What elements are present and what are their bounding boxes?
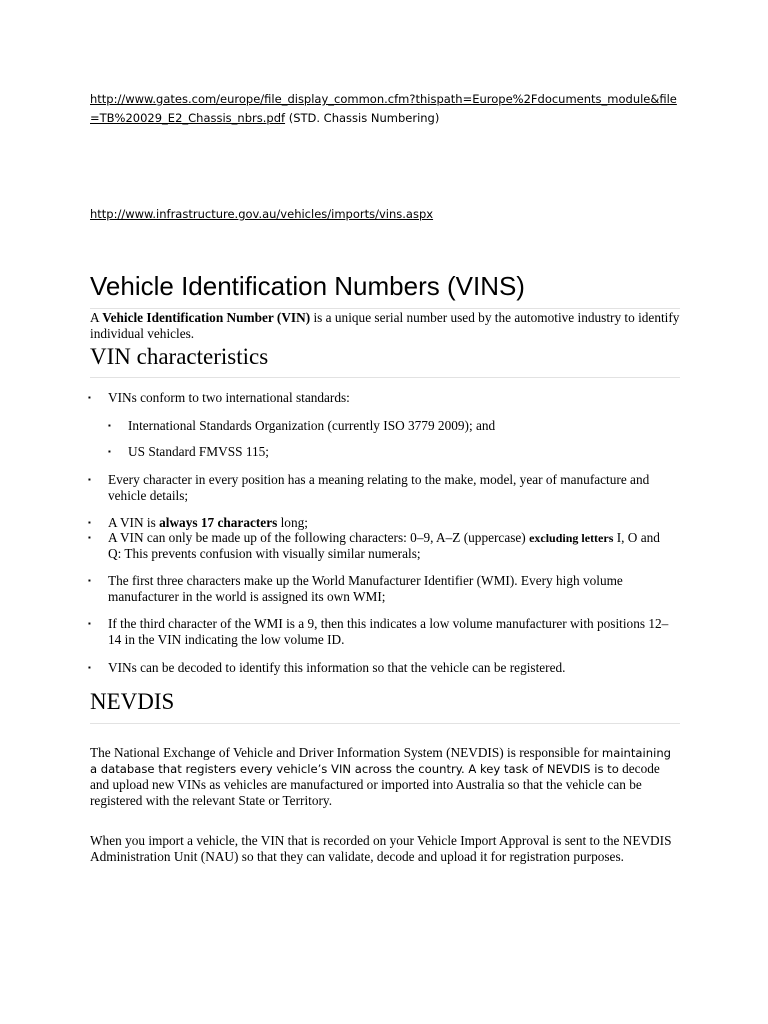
nevdis-p1-part3: decode and upload new VINs as vehicles are manufactured or imported into Australia so that the vehicle can be registered with the relevant State or Territory.	[90, 761, 660, 808]
list-item-text: US Standard FMVSS 115;	[128, 444, 269, 459]
nevdis-paragraph-2: When you import a vehicle, the VIN that is recorded on your Vehicle Import Approval is sent to the NEVDIS Administration Unit (NAU) so that they can validate, decode and upload it for registration purposes.	[90, 833, 672, 864]
link-note: (STD. Chassis Numbering)	[285, 111, 440, 125]
section-title-nevdis: NEVDIS	[90, 689, 175, 714]
section-divider-1	[90, 377, 680, 378]
intro-bold: Vehicle Identification Number (VIN)	[102, 310, 311, 325]
gates-chassis-link-cont[interactable]: =TB%20029_E2_Chassis_nbrs.pdf	[90, 111, 286, 125]
bullet-marker: ▪	[88, 475, 91, 484]
b3-post: long;	[277, 515, 308, 530]
bullet-marker: ▪	[88, 393, 91, 402]
b4-pre: A VIN can only be made up of the following characters: 0–9, A–Z (uppercase)	[108, 530, 530, 545]
b4-bold: excluding letters	[529, 531, 614, 545]
gates-link-line2-row	[90, 109, 690, 127]
intro-pre: A	[90, 310, 103, 325]
list-item-text: International Standards Organization (currently ISO 3779 2009); and	[128, 418, 496, 433]
b4-post: I, O and Q: This prevents confusion with visually similar numerals;	[108, 530, 660, 561]
intro-post: is a unique serial number used by the automotive industry to identify individual vehicles.	[90, 310, 680, 341]
section-divider-2	[90, 723, 680, 724]
nevdis-p1-part1: The National Exchange of Vehicle and Driver Information System (NEVDIS) is responsible for	[90, 745, 602, 760]
bullet-marker: ▪	[88, 663, 91, 672]
intro-paragraph	[90, 310, 680, 342]
list-item-text	[108, 530, 673, 562]
bullet-marker: ▪	[88, 619, 91, 628]
list-item-text: VINs conform to two international standards:	[108, 390, 350, 405]
section-title-vin-characteristics: VIN characteristics	[90, 344, 269, 369]
page-title: Vehicle Identification Numbers (VINS)	[90, 271, 525, 301]
nevdis-p1-part2: maintaining a database that registers every vehicle’s VIN across the country. A key task of NEVDIS is to	[90, 746, 672, 776]
title-divider	[90, 308, 680, 309]
nevdis-paragraph-1	[90, 745, 680, 809]
bullet-marker: ▪	[88, 576, 91, 585]
gates-chassis-link[interactable]	[90, 90, 690, 108]
list-item-text	[108, 515, 680, 531]
bullet-marker: ▪	[88, 533, 91, 542]
b3-pre: A VIN is	[108, 515, 160, 530]
list-item-text: The first three characters make up the World Manufacturer Identifier (WMI). Every high volume manufacturer in the world is assigned its own WMI;	[108, 573, 623, 604]
list-item-text: VINs can be decoded to identify this information so that the vehicle can be registered.	[108, 660, 566, 675]
list-item-text: If the third character of the WMI is a 9, then this indicates a low volume manufacturer with positions 12–14 in the VIN indicating the low volume ID.	[108, 616, 669, 647]
bullet-marker: ▪	[108, 447, 111, 456]
bullet-marker: ▪	[88, 518, 91, 527]
infrastructure-vins-link[interactable]: http://www.infrastructure.gov.au/vehicles/imports/vins.aspx	[90, 207, 434, 221]
bullet-marker: ▪	[108, 421, 111, 430]
link-text-line1[interactable]: http://www.gates.com/europe/file_display_common.cfm?thispath=Europe%2Fdocuments_module&file	[90, 92, 677, 106]
b3-bold: always 17 characters	[159, 515, 278, 530]
list-item-text: Every character in every position has a meaning relating to the make, model, year of manufacture and vehicle details;	[108, 472, 650, 503]
